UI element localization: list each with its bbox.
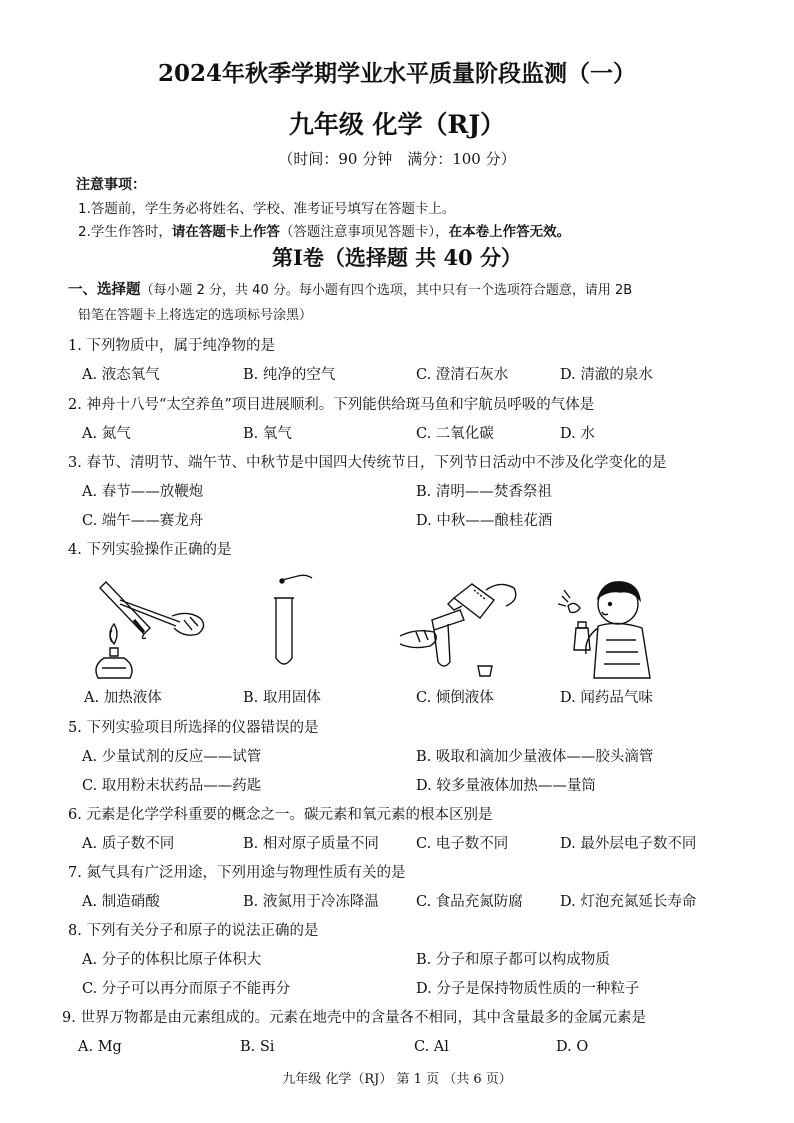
q7-option-a: A. 制造硝酸 [82,894,160,910]
question-8-stem: 8. 下列有关分子和原子的说法正确的是 [68,923,319,939]
page-footer: 九年级 化学（RJ） 第 1 页 （共 6 页） [282,1072,512,1087]
time-info: （时间：90 分钟 满分：100 分） [278,150,516,168]
q9-option-b: B. Si [240,1039,275,1055]
q2-option-a: A. 氮气 [82,426,131,442]
q1-option-c: C. 澄清石灰水 [416,367,509,383]
q4-option-a: A. 加热液体 [84,690,162,706]
q1-option-b: B. 纯净的空气 [243,367,336,383]
q8-option-c: C. 分子可以再分而原子不能再分 [82,981,291,997]
q6-option-c: C. 电子数不同 [416,836,509,852]
q1-option-a: A. 液态氧气 [82,367,160,383]
question-4-stem: 4. 下列实验操作正确的是 [68,542,232,558]
question-7-stem: 7. 氮气具有广泛用途，下列用途与物理性质有关的是 [68,865,406,881]
q5-option-d: D. 较多量液体加热——量筒 [416,778,596,794]
q1-option-d: D. 清澈的泉水 [560,367,653,383]
q7-option-b: B. 液氮用于冷冻降温 [243,894,379,910]
q4-option-c: C. 倾倒液体 [416,690,494,706]
figure-taking-solid [262,572,322,672]
q3-option-d: D. 中秋——酿桂花酒 [416,513,553,529]
figure-smelling-reagent [554,566,674,682]
q4-option-b: B. 取用固体 [243,690,321,706]
part-heading [68,281,632,299]
q9-option-d: D. O [556,1039,589,1055]
q5-option-c: C. 取用粉末状药品——药匙 [82,778,262,794]
q9-option-c: C. Al [414,1039,449,1055]
q2-option-c: C. 二氧化碳 [416,426,494,442]
q6-option-d: D. 最外层电子数不同 [560,836,697,852]
q6-option-a: A. 质子数不同 [82,836,175,852]
part-label: 一、选择题 [68,281,141,298]
q2-option-b: B. 氧气 [243,426,292,442]
q6-option-b: B. 相对原子质量不同 [243,836,379,852]
q5-option-a: A. 少量试剂的反应——试管 [82,749,262,765]
q7-option-d: D. 灯泡充氮延长寿命 [560,894,697,910]
question-5-stem: 5. 下列实验项目所选择的仪器错误的是 [68,720,319,736]
exam-subtitle: 九年级 化学（RJ） [288,110,506,139]
exam-title: 2024年秋季学期学业水平质量阶段监测（一） [157,60,636,87]
q3-option-c: C. 端午——赛龙舟 [82,513,204,529]
q9-option-a: A. Mg [78,1039,122,1055]
q2-option-d: D. 水 [560,426,595,442]
notice-item-1: 1.答题前，学生务必将姓名、学校、准考证号填写在答题卡上。 [78,201,456,217]
q8-option-d: D. 分子是保持物质性质的一种粒子 [416,981,640,997]
question-1-stem: 1. 下列物质中，属于纯净物的是 [68,338,275,354]
section-title: 第Ⅰ卷（选择题 共 40 分） [272,245,522,270]
question-9-stem: 9. 世界万物都是由元素组成的。元素在地壳中的含量各不相同，其中含量最多的金属元素是 [62,1010,646,1026]
q4-option-d: D. 闻药品气味 [560,690,653,706]
question-3-stem: 3. 春节、清明节、端午节、中秋节是中国四大传统节日，下列节日活动中不涉及化学变化的是 [68,455,667,471]
figure-pouring-liquid [394,570,524,682]
notice-heading: 注意事项： [76,177,146,193]
notice-item-2-bold1: 请在答题卡上作答 [171,224,280,240]
question-2-stem: 2. 神舟十八号“太空养鱼”项目进展顺利。下列能供给斑马鱼和宇航员呼吸的气体是 [68,397,595,413]
q3-option-a: A. 春节——放鞭炮 [82,484,204,500]
part-desc-1: （每小题 2 分，共 40 分。每小题有四个选项，其中只有一个选项符合题意，请用 2B [140,283,633,298]
notice-item-2-mid: （答题注意事项见答题卡）， [279,224,449,240]
notice-item-2-bold2: 在本卷上作答无效。 [448,224,571,240]
q5-option-b: B. 吸取和滴加少量液体——胶头滴管 [416,749,654,765]
notice-item-2 [78,224,570,240]
notice-item-2-pre: 2.学生作答时， [78,224,172,240]
question-6-stem: 6. 元素是化学学科重要的概念之一。碳元素和氧元素的根本区别是 [68,807,493,823]
part-desc-2: 铅笔在答题卡上将选定的选项标号涂黑） [78,308,313,323]
q7-option-c: C. 食品充氮防腐 [416,894,523,910]
q3-option-b: B. 清明——焚香祭祖 [416,484,552,500]
q8-option-b: B. 分子和原子都可以构成物质 [416,952,610,968]
q8-option-a: A. 分子的体积比原子体积大 [82,952,262,968]
figure-heating-liquid [84,570,214,682]
